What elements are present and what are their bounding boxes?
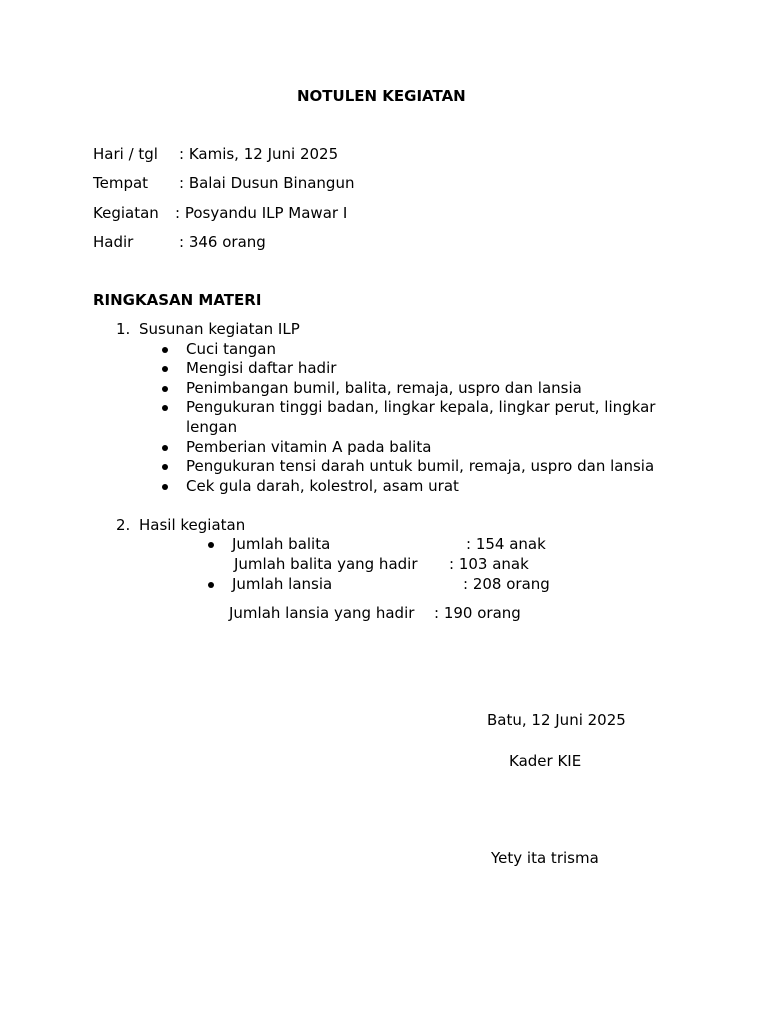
section-2-title: Hasil kegiatan [139, 516, 246, 534]
signature-place-date: Batu, 12 Juni 2025 [487, 711, 626, 729]
section-2-number: 2. [116, 516, 131, 534]
info-value-activity: : Posyandu ILP Mawar I [175, 204, 348, 222]
bullet-icon [162, 405, 168, 411]
bullet-icon [162, 386, 168, 392]
summary-heading: RINGKASAN MATERI [93, 291, 262, 309]
list-item: Pengukuran tinggi badan, lingkar kepala, lingkar perut, lingkar [186, 398, 656, 416]
info-value-attendance: : 346 orang [179, 233, 266, 251]
bullet-icon [162, 484, 168, 490]
signature-role: Kader KIE [509, 752, 582, 770]
result-value: : 208 orang [463, 575, 550, 593]
info-value-place: : Balai Dusun Binangun [179, 174, 355, 192]
list-item: Cuci tangan [186, 340, 276, 358]
list-item-continuation: lengan [186, 418, 238, 436]
result-label: Jumlah lansia yang hadir [229, 604, 415, 622]
signature-name: Yety ita trisma [491, 849, 599, 867]
result-label: Jumlah balita [232, 535, 331, 553]
bullet-icon [162, 347, 168, 353]
document-title: NOTULEN KEGIATAN [297, 87, 466, 105]
section-1-title: Susunan kegiatan ILP [139, 320, 300, 338]
section-1-number: 1. [116, 320, 131, 338]
bullet-icon [162, 366, 168, 372]
list-item: Cek gula darah, kolestrol, asam urat [186, 477, 459, 495]
bullet-icon [208, 542, 214, 548]
info-label-date: Hari / tgl [93, 145, 158, 163]
list-item: Pemberian vitamin A pada balita [186, 438, 432, 456]
result-value: : 154 anak [466, 535, 546, 553]
bullet-icon [162, 464, 168, 470]
result-label: Jumlah balita yang hadir [234, 555, 418, 573]
info-value-date: : Kamis, 12 Juni 2025 [179, 145, 339, 163]
result-label: Jumlah lansia [232, 575, 333, 593]
bullet-icon [208, 582, 214, 588]
info-label-place: Tempat [93, 174, 149, 192]
info-label-activity: Kegiatan [93, 204, 159, 222]
result-value: : 190 orang [434, 604, 521, 622]
bullet-icon [162, 445, 168, 451]
list-item: Pengukuran tensi darah untuk bumil, remaja, uspro dan lansia [186, 457, 655, 475]
result-value: : 103 anak [449, 555, 529, 573]
info-label-attendance: Hadir [93, 233, 134, 251]
list-item: Penimbangan bumil, balita, remaja, uspro dan lansia [186, 379, 582, 397]
list-item: Mengisi daftar hadir [186, 359, 337, 377]
